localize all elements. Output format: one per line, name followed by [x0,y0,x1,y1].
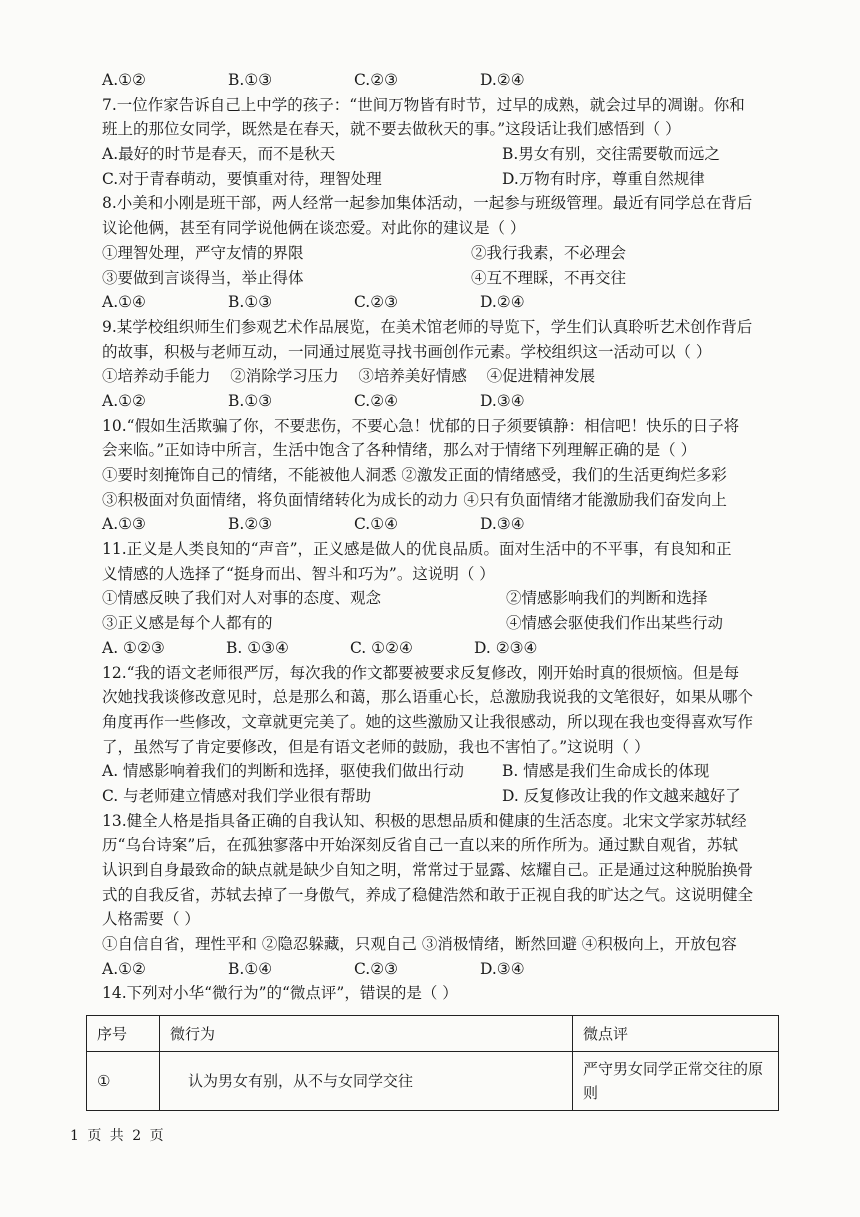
q7-stem: 7.一位作家告诉自己上中学的孩子：“世间万物皆有时节，过早的成熟，就会过早的凋谢。你和 [102,95,745,114]
option: A.最好的时节是春天，而不是秋天 [102,145,336,164]
q7-options [102,142,782,167]
q9-options [102,389,782,414]
option: B.②③ [228,515,273,534]
option: D.③④ [480,959,525,978]
q8-items [102,241,782,266]
q9-items: ①培养动手能力 ②消除学习压力 ③培养美好情感 ④促进精神发展 [102,367,596,386]
q12-stem: 次她找我谈修改意见时，总是那么和蔼，那么语重心长，总激励我说我的文笔很好，如果从哪个 [102,688,754,707]
option: C.②③ [354,71,399,89]
item: ②情感影响我们的判断和选择 [506,589,708,608]
q10-stem: 10.“假如生活欺骗了你，不要悲伤，不要心急！忧郁的日子须要镇静：相信吧！快乐的日子将 [102,416,740,435]
option: D.③④ [480,515,525,534]
q13-items: ①自信自省，理性平和 ②隐忍躲藏，只观自己 ③消极情绪，断然回避 ④积极向上，开放包容 [102,935,737,954]
q11-stem: 义情感的人选择了“挺身而出、智斗和巧为”。这说明（ ） [102,564,495,583]
option: C. ①②④ [350,638,413,657]
item: ①理智处理，严守友情的界限 [102,243,304,262]
option: A.①② [102,959,146,978]
item: ③要做到言谈得当，举止得体 [102,268,304,287]
item: ④互不理睬，不再交往 [471,268,627,287]
q12-options [102,759,782,784]
q12-stem: 12.“我的语文老师很严厉，每次我的作文都要被要求反复修改，刚开始时真的很烦恼。但是每 [102,663,740,682]
option: B.①③ [228,391,273,410]
option: C.②④ [354,391,399,410]
item: ②我行我素，不必理会 [471,243,627,262]
item: ④情感会驱使我们作出某些行动 [506,614,724,633]
q7-options [102,167,782,192]
option: A.①③ [102,515,146,534]
q9-stem: 的故事，积极与老师互动，一同通过展览寻找书画创作元素。学校组织这一活动可以（ ） [102,342,712,361]
option: A. 情感影响着我们的判断和选择，驱使我们做出行动 [102,762,465,781]
q11-options [102,636,782,661]
option: D.②④ [480,293,525,312]
q8-stem: 议论他俩，甚至有同学说他俩在谈恋爱。对此你的建议是（ ） [102,219,526,238]
q7-stem: 班上的那位女同学，既然是在春天，就不要去做秋天的事。”这段话让我们感悟到（ ） [102,120,681,139]
option: B. 情感是我们生命成长的体现 [502,762,710,781]
q10-options [102,512,782,537]
q9-stem: 9.某学校组织师生们参观艺术作品展览，在美术馆老师的导览下，学生们认真聆听艺术创作背后 [102,317,753,336]
row-behavior: 认为男女有别，从不与女同学交往 [160,1052,573,1111]
option: C.②③ [354,959,399,978]
q13-stem: 历“乌台诗案”后，在孤独寥落中开始深刻反省自己一直以来的所作所为。通过默自观省，苏轼 [102,836,738,855]
header-number: 序号 [87,1016,160,1052]
q8-items [102,266,782,291]
option: C.①④ [354,515,399,534]
option: A. ①②③ [102,638,165,657]
option: D.③④ [480,391,525,410]
option: C.②③ [354,293,399,312]
exam-page [102,68,782,1006]
page-footer: 1 页 共 2 页 [70,1128,166,1144]
option: C. 与老师建立情感对我们学业很有帮助 [102,786,372,805]
q13-stem: 13.健全人格是指具备正确的自我认知、积极的思想品质和健康的生活态度。北宋文学家苏轼经 [102,811,747,830]
option: B.①③ [228,71,273,89]
q11-stem: 11.正义是人类良知的“声音”，正义感是做人的优良品质。面对生活中的不平事，有良知和正 [102,540,732,559]
q10-stem: 会来临。”正如诗中所言，生活中饱含了各种情绪，那么对于情绪下列理解正确的是（ ） [102,441,697,460]
table-header-row [87,1016,779,1052]
q8-stem: 8.小美和小刚是班干部，两人经常一起参加集体活动，一起参与班级管理。最近有同学总在背后 [102,194,753,213]
option: B. ①③④ [226,638,289,657]
header-comment: 微点评 [573,1016,779,1052]
option: A.①② [102,391,146,410]
q14-stem: 14.下列对小华“微行为”的“微点评”，错误的是（ ） [102,984,458,1003]
table-row [87,1052,779,1111]
option: D.万物有时序，尊重自然规律 [502,169,705,188]
option: A.①④ [102,293,146,312]
option: A.①② [102,71,146,89]
q12-options [102,784,782,809]
row-comment: 严守男女同学正常交往的原则 [573,1052,779,1111]
header-behavior: 微行为 [160,1016,573,1052]
q11-items [102,611,782,636]
option: D.②④ [480,71,525,89]
q13-options [102,957,782,982]
q14-table [86,1015,779,1111]
q10-items: ③积极面对负面情绪，将负面情绪转化为成长的动力 ④只有负面情绪才能激励我们奋发向上 [102,490,727,509]
q12-stem: 角度再作一些修改，文章就更完美了。她的这些激励又让我很感动，所以现在我也变得喜欢写作 [102,712,754,731]
item: ③正义感是每个人都有的 [102,614,273,633]
q10-items: ①要时刻掩饰自己的情绪，不能被他人洞悉 ②激发正面的情绪感受，我们的生活更绚烂多彩 [102,466,727,484]
item: ①情感反映了我们对人对事的态度、观念 [102,589,382,608]
q12-stem: 了，虽然写了肯定要修改，但是有语文老师的鼓励，我也不害怕了。”这说明（ ） [102,737,650,756]
q13-stem: 认识到自身最致命的缺点就是缺少自知之明，常常过于显露、炫耀自己。正是通过这种脱胎换骨 [102,861,754,879]
option: D. ②③④ [474,638,538,657]
row-number: ① [87,1052,160,1111]
option: D. 反复修改让我的作文越来越好了 [502,786,741,805]
q8-options [102,290,782,315]
q6-options [102,68,782,93]
option: B.男女有别，交往需要敬而远之 [502,145,720,164]
q13-stem: 式的自我反省，苏轼去掉了一身傲气，养成了稳健浩然和敢于正视自我的旷达之气。这说明健全 [102,885,754,904]
option: B.①④ [228,959,273,978]
option: B.①③ [228,293,273,312]
q13-stem: 人格需要（ ） [102,910,200,929]
q11-items [102,586,782,611]
option: C.对于青春萌动，要慎重对待，理智处理 [102,169,382,188]
